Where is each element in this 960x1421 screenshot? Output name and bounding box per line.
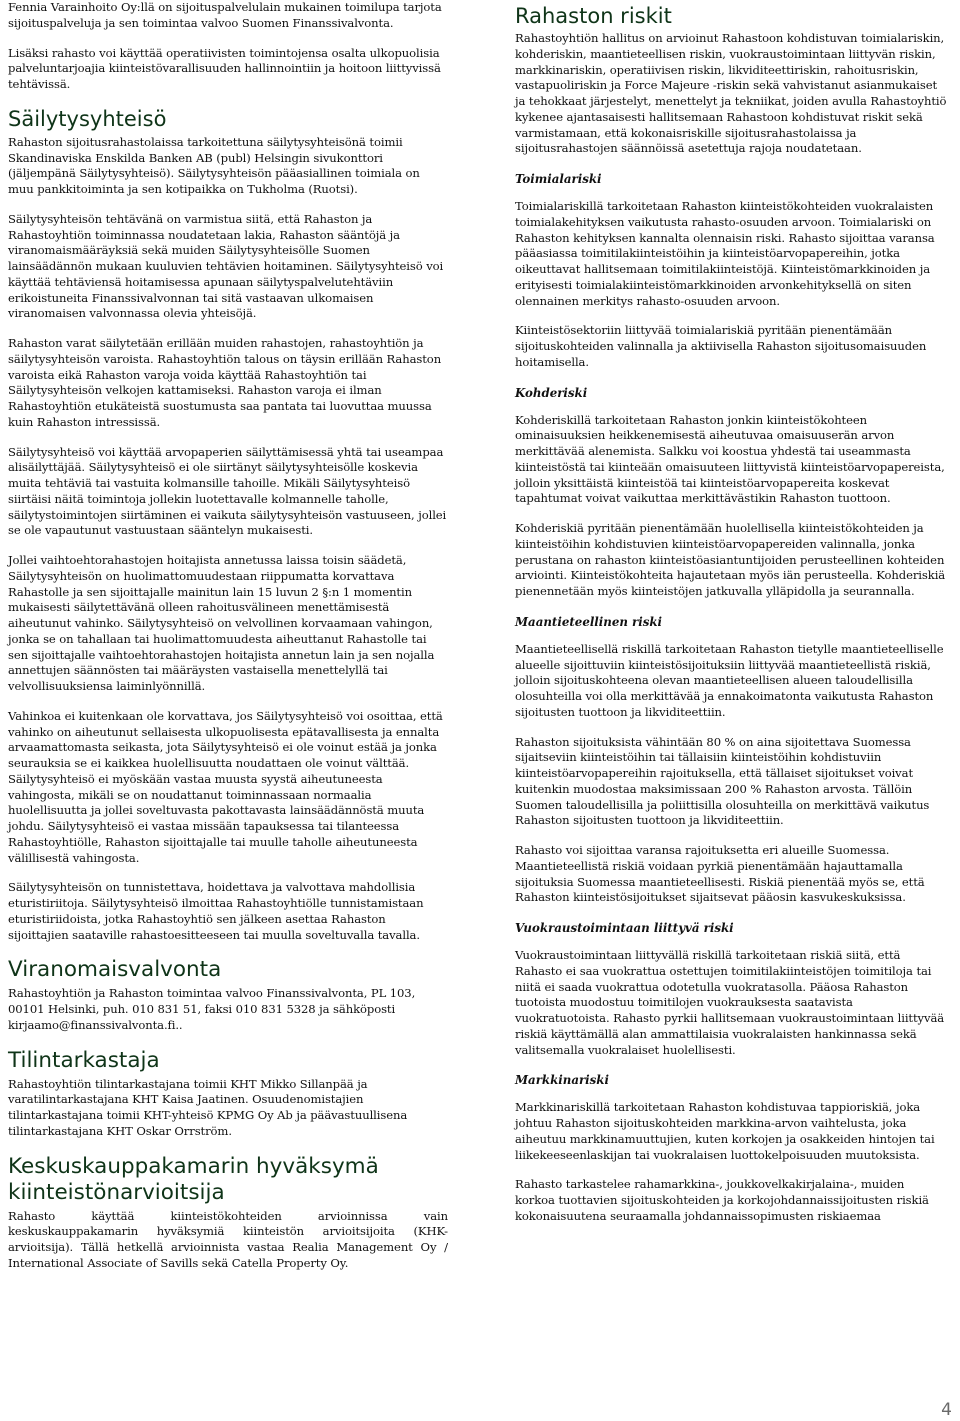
- intro-paragraph-1: Fennia Varainhoito Oy:llä on sijoituspalvelulain mukainen toimilupa tarjota sijoituspalveluja ja sen toimintaa valvoo Suomen Finanssivalvonta.: [8, 0, 442, 30]
- leasing-risk-paragraph: Vuokraustoimintaan liittyvällä riskillä tarkoitetaan riskiä siitä, että Rahasto ei saa vuokrattua ostettujen toimitilakiinteistöjen toimitiloja tai niitä ei saada vuokrattua odotetulla vuokratasolla. Pääosa Rahaston tuotoista muodostuu toimitilojen vuokrauksesta saatavista vuokratuotoista. Rahasto pyrkii hallitsemaan vuokraustoimintaan liittyvää riskiä käyttämällä alan ammattilaisia vuokralaisten hankinnassa sekä valitsemalla vuokralaiset huolellisesti.: [515, 948, 945, 1057]
- custodian-paragraph-7: Säilytysyhteisön on tunnistettava, hoidettava ja valvottava mahdollisia eturistiriitoja. Säilytysyhteisö ilmoittaa Rahastoyhtiölle tunnistamistaan eturistiriidoista, jotka Rahastoyhtiö sen jälkeen asettaa Rahaston sijoittajien saataville rahastoesitteeseen tai muulla soveltuvalla tavalla.: [8, 880, 424, 942]
- industry-risk-heading: Toimialariski: [515, 172, 602, 186]
- custodian-paragraph-6: Vahinkoa ei kuitenkaan ole korvattava, jos Säilytysyhteisö voi osoittaa, että vahinko on aiheutunut sellaisesta ulkopuolisesta epätavallisesta ja ennalta arvaamattomasta seikasta, jota Säilytysyhteisö ei ole voinut estää ja jonka seurauksia se ei kaikkea huolellisuutta noudattaen ole voinut välttää. Säilytysyhteisö ei myöskään vastaa muusta syystä aiheutuneesta vahingosta, mikäli se on noudattanut toiminnassaan normaalia huolellisuutta ja jollei soveltuvasta pakottavasta lainsäädännöstä muuta johdu. Säilytysyhteisö ei vastaa missään tapauksessa tai tilanteessa Rahastoyhtiölle, Rahaston sijoittajalle tai muulle taholle aiheutuneesta välillisestä vahingosta.: [8, 708, 443, 865]
- supervision-paragraph: Rahastoyhtiön ja Rahaston toimintaa valvoo Finanssivalvonta, PL 103, 00101 Helsinki, puh. 010 831 51, faksi 010 831 5328 ja sähköposti kirjaamo@finanssivalvonta.fi..: [8, 986, 416, 1032]
- target-risk-paragraph-2: Kohderiskiä pyritään pienentämään huolellisella kiinteistökohteiden ja kiinteistöihin kohdistuvien kiinteistöarvopapereiden valinnalla, jonka perustana on rahaston kiinteistöasiantuntijoiden perusteellinen kohteiden arviointi. Kiinteistökohteita hajautetaan myös iän perusteella. Kohderiskiä pienennetään myös kiinteistöjen jatkuvalla ylläpidolla ja seurannalla.: [515, 521, 946, 598]
- custodian-paragraph-1: Rahaston sijoitusrahastolaissa tarkoitettuna säilytysyhteisönä toimii Skandinaviska Enskilda Banken AB (publ) Helsingin sivukonttori (jäljempänä Säilytysyhteisö). Säilytysyhteisön pääasiallinen toimiala on muu pankkitoiminta ja sen kotipaikka on Tukholma (Ruotsi).: [8, 134, 420, 196]
- auditor-heading: Tilintarkastaja: [8, 1047, 160, 1073]
- left-column: [8, 0, 448, 1286]
- risks-heading: Rahaston riskit: [515, 4, 672, 28]
- custodian-heading: Säilytysyhteisö: [8, 106, 167, 131]
- market-risk-paragraph-1: Markkinariskillä tarkoitetaan Rahaston kohdistuvaa tappioriskiä, joka johtuu Rahaston sijoituskohteiden markkina-arvon vaihtelusta, joka aiheutuu markkinamuuttujien, kuten korkojen ja osakkeiden hintojen tai liikekeeseenlaskijan tai vuokralaisen luottokelpoisuuden muutoksista.: [515, 1100, 935, 1162]
- industry-risk-paragraph-1: Toimialariskillä tarkoitetaan Rahaston kiinteistökohteiden vuokralaisten toimialakehityksen vaikutusta rahasto-osuuden arvoon. Toimialariski on Rahaston kehityksen kannalta olennaisin riski. Rahasto sijoittaa varansa pääasiassa toimitilakiinteistöihin ja kiinteistöarvopapereihin, jotka oikeuttavat hallitsemaan toimitilakiinteistöjä. Kiinteistömarkkinoiden ja erityisesti toimialakiinteistömarkkinoiden arvonkehityksellä on siten olennainen merkitys rahasto-osuuden arvoon.: [515, 199, 935, 308]
- custodian-paragraph-2: Säilytysyhteisön tehtävänä on varmistua siitä, että Rahaston ja Rahastoyhtiön toiminnassa noudatetaan lakia, Rahaston sääntöjä ja viranomaismääräyksiä sekä muiden Säilytysyhteisölle Suomen lainsäädännön mukaan kuuluvien tehtävien hoitaminen. Säilytysyhteisö voi käyttää tehtäviensä hoitamisessa apunaan säilytyspalvelutehtäviin erikoistuneita Finanssivalvonnan tai sitä vastaavan ulkomaisen viranomaisen valvonnassa olevia yhteisöjä.: [8, 211, 444, 321]
- target-risk-heading: Kohderiski: [515, 385, 588, 400]
- custodian-paragraph-3: Rahaston varat säilytetään erillään muiden rahastojen, rahastoyhtiön ja säilytysyhteisön varoista. Rahastoyhtiön talous on täysin erillään Rahaston varoista eikä Rahaston varoja voida käyttää Rahastoyhtiön tai Säilytysyhteisön velkojen kattamiseksi. Rahaston varoja ei ilman Rahastoyhtiön etukäteistä suostumusta saa pantata tai luovuttaa muussa kuin Rahaston intressissä.: [8, 336, 442, 429]
- geographic-risk-paragraph-1: Maantieteellisellä riskillä tarkoitetaan Rahaston tietylle maantieteelliselle alueelle sijoittuviin kiinteistösijoituksiin liittyvää maantieteellistä riskiä, jolloin sijoituskohteena olevan maantieteellisen alueen taloudellisilla olosuhteilla voi olla merkittävää ja ennakoimatonta vaikutusta Rahaston sijoitusten tuottoon ja likviditeettiin.: [515, 641, 944, 719]
- valuation-heading: Keskuskauppakamarin hyväksymä kiinteistönarvioitsija: [8, 1153, 379, 1205]
- industry-risk-paragraph-2: Kiinteistösektoriin liittyvää toimialariskiä pyritään pienentämään sijoituskohteiden valinnalla ja aktiivisella Rahaston sijoitusomaisuuden hoitamisella.: [515, 323, 927, 369]
- geographic-risk-paragraph-3: Rahasto voi sijoittaa varansa rajoituksetta eri alueille Suomessa. Maantieteellistä riskiä voidaan pyrkiä pienentämään hajauttamalla sijoituksia Suomessa maantieteellisesti. Riskiä pienentää myös se, että Rahaston kiinteistösijoitukset sijaitsevat pääosin kasvukeskuksissa.: [515, 843, 925, 905]
- supervision-heading: Viranomaisvalvonta: [8, 957, 222, 983]
- custodian-paragraph-5: Jollei vaihtoehtorahastojen hoitajista annetussa laissa toisin säädetä, Säilytysyhteisön on huolimattomuudestaan riippumatta korvattava Rahastolle ja sen sijoittajalle mainitun lain 15 luvun 2 §:n 1 momentin mukaisesti säilytettävänä olleen rahoitusvälineen menettämisestä aiheutunut vahinko. Säilytysyhteisö on velvollinen korvaamaan vahingon, jonka se on tahallaan tai huolimattomuudesta aiheuttanut Rahastolle tai sen sijoittajalle vaihtoehtorahastojen hoitajista annetun lain ja sen nojalla annettujen säännösten tai määräysten vastaisella menettelyllä tai velvollisuuksiensa laiminlyönnillä.: [8, 553, 435, 693]
- leasing-risk-heading: Vuokraustoimintaan liittyvä riski: [515, 921, 734, 935]
- geographic-risk-paragraph-2: Rahaston sijoituksista vähintään 80 % on aina sijoitettava Suomessa sijaitseviin kiinteistöihin tai tällaisiin kiinteistöihin kohdistuviin kiinteistöarvopapereihin rajoituksella, että tällaiset sijoitukset voivat kuitenkin muodostaa maksimissaan 200 % Rahaston arvosta. Tällöin Suomen taloudellisilla ja poliittisilla olosuhteilla on merkittävä vaikutus Rahaston sijoitusten tuottoon ja likviditeettiin.: [515, 734, 930, 828]
- target-risk-paragraph-1: Kohderiskillä tarkoitetaan Rahaston jonkin kiinteistökohteen ominaisuuksien heikkenemisestä aiheutuvaa omaisuuserän arvon merkittävää alenemista. Salkku voi koostua yhdestä tai useammasta kiinteistöstä tai kiinteään omaisuuteen liittyvistä kiinteistöarvopapereista, jolloin yksittäistä kiinteistöä tai kiinteistöarvopapereita koskevat tapahtumat voivat vaikuttaa merkittävästikin Rahaston tuottoon.: [515, 412, 945, 506]
- market-risk-heading: Markkinariski: [515, 1073, 609, 1088]
- geographic-risk-heading: Maantieteellinen riski: [515, 614, 663, 629]
- right-column: [515, 0, 947, 1239]
- market-risk-paragraph-2: Rahasto tarkastelee rahamarkkina-, joukkovelkakirjalaina-, muiden korkoa tuottavien sijoituskohteiden ja korkojohdannaissijoitusten riskiä kokonaisuutena seuraamalla johdannaissopimusten riskiaemaa: [515, 1177, 929, 1223]
- page-number: 4: [941, 1400, 952, 1420]
- valuation-paragraph: Rahasto käyttää kiinteistökohteiden arvioinnissa vain keskuskauppakamarin hyväksymiä kiinteistön arvioitsijoita (KHK-arvioitsija). Tällä hetkellä arvioinnista vastaa Realia Management Oy / International Associate of Savills sekä Catella Property Oy.: [8, 1208, 448, 1270]
- custodian-paragraph-4: Säilytysyhteisö voi käyttää arvopaperien säilyttämisessä yhtä tai useampaa alisäilyttäjää. Säilytysyhteisö ei ole siirtänyt säilytysyhteisölle koskevia muita tehtäviä tai vastuita kolmansille tahoille. Mikäli Säilytysyhteisö siirtäisi näitä toimintoja jollekin luotettavalle kolmannelle taholle, säilytystoimintojen siirtäminen ei vaikuta säilytysyhteisön vastuuseen, jollei se ole vapautunut vastuustaan sääntelyn mukaisesti.: [8, 444, 447, 538]
- auditor-paragraph: Rahastoyhtiön tilintarkastajana toimii KHT Mikko Sillanpää ja varatilintarkastajana KHT Kaisa Jaatinen. Osuudenomistajien tilintarkastajana toimii KHT-yhteisö KPMG Oy Ab ja päävastuullisena tilintarkastajana KHT Oskar Orrström.: [8, 1076, 408, 1138]
- intro-paragraph-2: Lisäksi rahasto voi käyttää operatiivisten toimintojensa osalta ulkopuolisia palveluntarjoajia kiinteistövarallisuuden hallinnointiin ja hoitoon liittyvissä tehtävissä.: [8, 45, 441, 91]
- risks-paragraph: Rahastoyhtiön hallitus on arvioinut Rahastoon kohdistuvan toimialariskin, kohderiskin, maantieteellisen riskin, vuokraustoimintaan liittyvän riskin, markkinariskin, operatiivisen riskin, likviditeettiriskin, rahoitusriskin, vastapuoliriskin ja Force Majeure -riskin sekä vahvistanut asianmukaiset ja tehokkaat järjestelyt, menettelyt ja tekniikat, joiden avulla Rahastoyhtiö kykenee ajantasaisesti hallitsemaan Rahastoon kohdistuvat riskit sekä varmistamaan, että kokonaisriskille sijoitusrahastolaissa ja sijoitusrahastojen säännöissä asetettuja rajoja noudatetaan.: [515, 31, 947, 156]
